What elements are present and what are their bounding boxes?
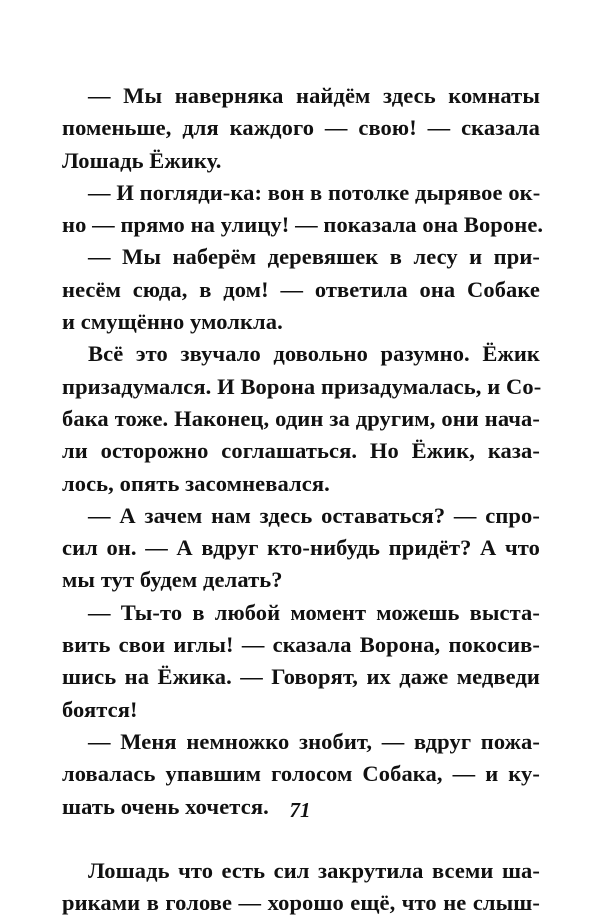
paragraph [62,241,540,338]
text-line: — А зачем нам здесь оставаться? — спро- [88,502,540,528]
text-line: бака тоже. Наконец, один за другим, они нача- [62,405,540,431]
text-line: Лошадь что есть сил закрутила всеми ша- [88,857,540,883]
text-line: — Ты-то в любой момент можешь выста- [88,599,540,625]
text-line: несём сюда, в дом! — ответила она Собаке [62,276,540,302]
text-line: сил он. — А вдруг кто-нибудь придёт? А что [62,535,540,561]
text-line: но — прямо на улицу! — показала она Вороне. [62,212,544,238]
text-line: поменьше, для каждого — свою! — сказала [62,115,540,141]
paragraph [62,855,540,919]
text-line: шать очень хочется. [62,793,269,819]
text-line: ловалась упавшим голосом Собака, — и ку- [62,761,540,787]
text-line: призадумался. И Ворона призадумалась, и Со- [62,373,542,399]
paragraph [62,500,540,597]
text-line: и смущённо умолкла. [62,309,283,335]
paragraph [62,597,540,726]
text-line: мы тут будем делать? [62,567,283,593]
paragraph-gap [62,823,540,855]
text-line: боятся! [62,696,138,722]
text-line: риками в голове — хорошо ещё, что не слыш- [62,890,540,916]
text-line: ли осторожно соглашаться. Но Ёжик, каза- [62,438,540,464]
text-line: — И погляди-ка: вон в потолке дырявое ок- [88,179,541,205]
text-line: — Мы наберём деревяшек в лесу и при- [88,244,540,270]
paragraph [62,177,544,242]
page-number: 71 [289,798,311,822]
text-line: Всё это звучало довольно разумно. Ёжик [88,341,540,367]
paragraph [62,80,540,177]
paragraph [62,338,540,499]
text-line: лось, опять засомневался. [62,470,330,496]
page-text [62,80,544,919]
text-line: — Мы наверняка найдём здесь комнаты [88,83,540,108]
text-line: шись на Ёжика. — Говорят, их даже медведи [62,664,540,690]
text-line: — Меня немножко знобит, — вдруг пожа- [88,728,540,754]
text-line: вить свои иглы! — сказала Ворона, покосив- [62,632,540,658]
text-line: Лошадь Ёжику. [62,147,222,173]
